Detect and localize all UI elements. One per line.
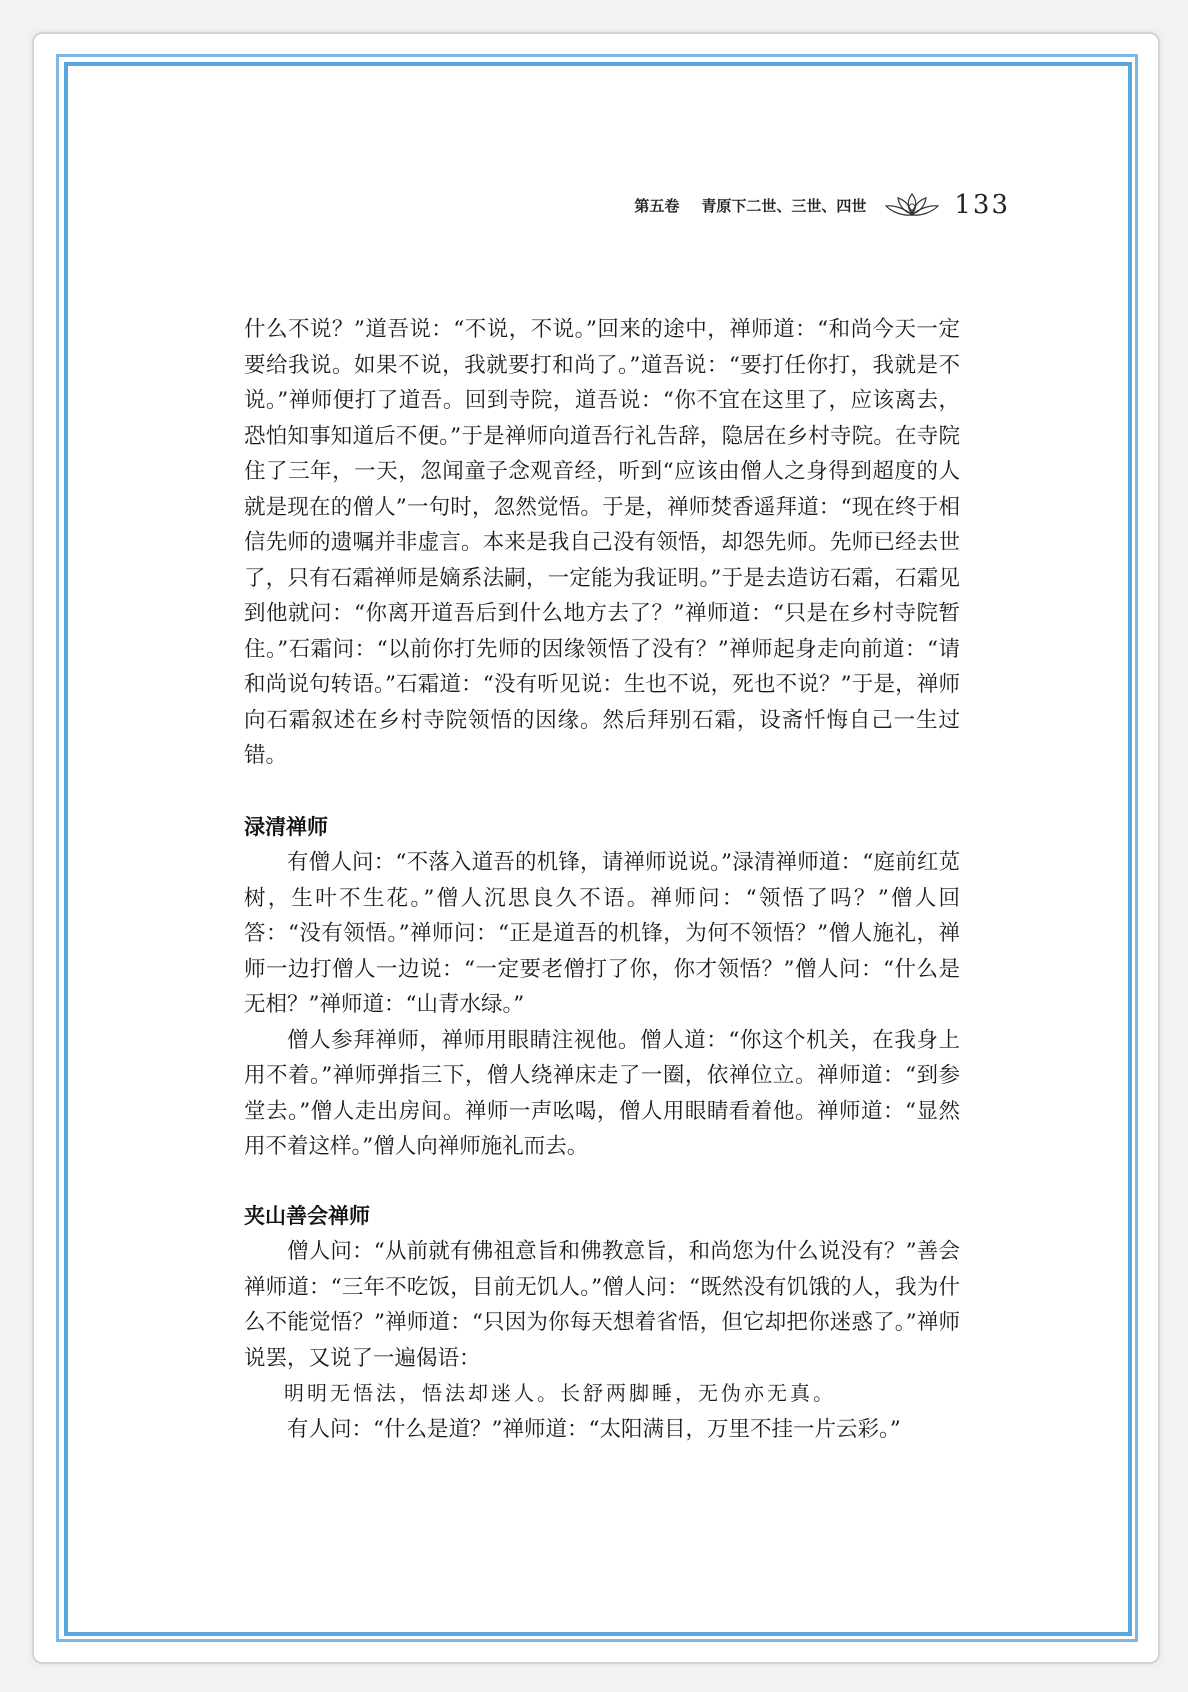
paragraph: 有人问：“什么是道？”禅师道：“太阳满目，万里不挂一片云彩。” xyxy=(287,1416,901,1442)
header-chapter: 第五卷 xyxy=(634,196,680,215)
verse-line: 明明无悟法，悟法却迷人。长舒两脚睡，无伪亦无真。 xyxy=(284,1381,836,1405)
lotus-ornament-icon xyxy=(882,190,942,220)
section-heading-luqing: 渌清禅师 xyxy=(244,814,328,839)
section-heading-jiashan: 夹山善会禅师 xyxy=(244,1203,370,1228)
page-number: 133 xyxy=(954,190,1010,220)
paragraph: 僧人参拜禅师，禅师用眼睛注视他。僧人道：“你这个机关，在我身上用不着。”禅师弹指三下，僧人绕禅床走了一圈，依禅位立。禅师道：“到参堂去。”僧人走出房间。禅师一声吆喝，僧人用眼睛看着他。禅师道：“显然用不着这样。”僧人向禅师施礼而去。 xyxy=(244,1027,960,1159)
paragraph: 有僧人问：“不落入道吾的机锋，请禅师说说。”渌清禅师道：“庭前红苋树，生叶不生花。”僧人沉思良久不语。禅师问：“领悟了吗？”僧人回答：“没有领悟。”禅师问：“正是道吾的机锋，为何不领悟？”僧人施礼，禅师一边打僧人一边说：“一定要老僧打了你，你才领悟？”僧人问：“什么是无相？”禅师道：“山青水绿。” xyxy=(244,850,960,1017)
paragraph: 僧人问：“从前就有佛祖意旨和佛教意旨，和尚您为什么说没有？”善会禅师道：“三年不吃饭，目前无饥人。”僧人问：“既然没有饥饿的人，我为什么不能觉悟？”禅师道：“只因为你每天想着省悟，但它却把你迷惑了。”禅师说罢，又说了一遍偈语： xyxy=(244,1239,960,1371)
running-header xyxy=(590,187,1010,223)
intro-paragraph: 什么不说？”道吾说：“不说，不说。”回来的途中，禅师道：“和尚今天一定要给我说。如果不说，我就要打和尚了。”道吾说：“要打任你打，我就是不说。”禅师便打了道吾。回到寺院，道吾说：“你不宜在这里了，应该离去，恐怕知事知道后不便。”于是禅师向道吾行礼告辞，隐居在乡村寺院。在寺院住了三年，一天，忽闻童子念观音经，听到“应该由僧人之身得到超度的人就是现在的僧人”一句时，忽然觉悟。于是，禅师焚香遥拜道：“现在终于相信先师的遗嘱并非虚言。本来是我自己没有领悟，却怨先师。先师已经去世了，只有石霜禅师是嫡系法嗣，一定能为我证明。”于是去造访石霜，石霜见到他就问：“你离开道吾后到什么地方去了？”禅师道：“只是在乡村寺院暂住。”石霜问：“以前你打先师的因缘领悟了没有？”禅师起身走向前道：“请和尚说句转语。”石霜道：“没有听见说：生也不说，死也不说？”于是，禅师向石霜叙述在乡村寺院领悟的因缘。然后拜别石霜，设斋忏悔自己一生过错。 xyxy=(244,317,960,768)
body-text xyxy=(244,312,960,1447)
header-title: 青原下二世、三世、四世 xyxy=(701,196,867,215)
